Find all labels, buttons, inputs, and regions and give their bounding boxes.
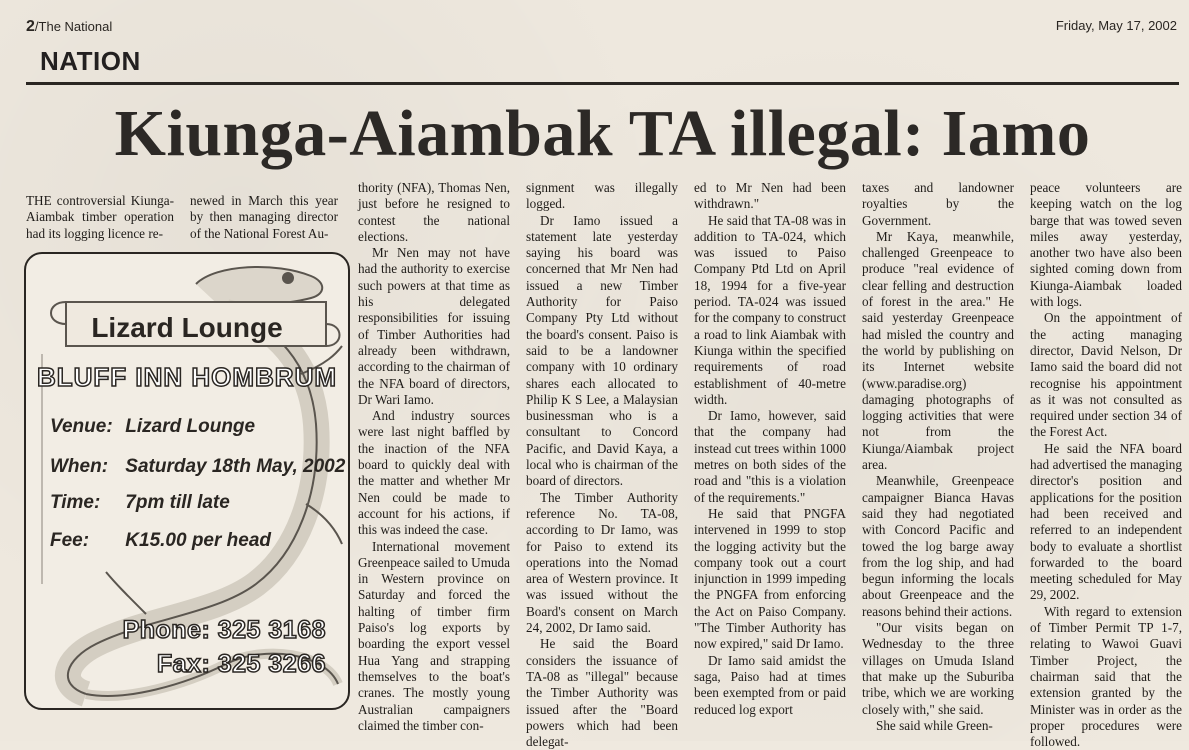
lead-paragraph-2: newed in March this year by then managing director of the National Forest Au- [190, 193, 338, 241]
ad-fee-row [50, 530, 271, 552]
paper-name: The National [38, 19, 113, 34]
headline: Kiunga-Aiambak TA illegal: Iamo [114, 97, 1091, 170]
ad-fax: Fax: 325 3266 [156, 650, 326, 678]
ad-time-row [50, 492, 230, 514]
col6-paragraph-4: "Our visits began on Wednesday to the three villages on Umuda Island that make up the Suburiba tribe, which we are working closely with," she said. [862, 620, 1014, 717]
ad-fee-label: Fee: [50, 530, 90, 551]
advertisement-box [24, 252, 350, 710]
ad-title: Lizard Lounge [91, 312, 283, 343]
lead-paragraph-1: THE controversial Kiunga-Aiambak timber operation had its logging licence re- [26, 193, 174, 241]
page-number: 2 [26, 18, 35, 35]
col4-paragraph-2: Dr Iamo issued a statement late yesterday saying his board was concerned that Mr Nen had issued a new Timber Authority for Paiso Company Pty Ltd without the board's consent. Paiso is said to be a landowner company with 10 ordinary shares each allocated to Philip K S Lee, a Malaysian businessman who is a consultant to Concord Pacific, and David Kaya, a local who is chairman of the board of directors. [526, 212, 678, 489]
col6-paragraph-3: Meanwhile, Greenpeace campaigner Bianca Havas said they had negotiated with Concord Pacific and towed the log barge away from the log ship, and had begun informing the locals about Greenpeace and the reasons behind their actions. [862, 473, 1014, 619]
ad-venue-row [50, 416, 255, 438]
section-rule [26, 82, 1179, 85]
article-column-7 [1030, 180, 1182, 750]
col5-paragraph-5: Dr Iamo said amidst the saga, Paiso had at times been exempted from or paid reduced log export [694, 652, 846, 717]
ad-time-value: 7pm till late [125, 492, 230, 513]
ad-venue-label: Venue: [50, 416, 113, 437]
col5-paragraph-4: He said that PNGFA intervened in 1999 to stop the logging activity but the company took out a court injunction in 1999 impeding the PNGFA from enforcing the Act on Paiso Company. "The Timber Authority has now expired," said Dr Iamo. [694, 505, 846, 652]
lead-column-2 [190, 180, 338, 255]
publication-date: Friday, May 17, 2002 [1055, 18, 1177, 33]
col7-paragraph-4: With regard to extension of Timber Permit TP 1-7, relating to Wawoi Guavi Timber Project, the chairman said that the extension granted by the Minister was in order as the proper procedures were followed. [1030, 603, 1182, 750]
article-column-3 [358, 180, 510, 736]
col5-paragraph-2: He said that TA-08 was in addition to TA-024, which was issued to Paiso Company Ptd Ltd on April 18, 1994 for a five-year period. TA-024 was issued for the company to construct a road to link Aiambak with Kiunga within the specified requirements of road establishment of 40-metre width. [694, 212, 846, 407]
ad-phone: Phone: 325 3168 [122, 616, 326, 644]
ad-when-label: When: [50, 456, 109, 477]
article-column-5 [694, 180, 846, 736]
col5-paragraph-3: Dr Iamo, however, said that the company had instead cut trees within 1000 metres on both sides of the road and "this is a violation of the requirements." [694, 408, 846, 505]
col4-paragraph-1: signment was illegally logged. [526, 180, 678, 212]
col7-paragraph-2: On the appointment of the acting managing director, David Nelson, Dr Iamo said the board did not recognise his appointment as it was not consulted as required under section 34 of the Forest Act. [1030, 310, 1182, 440]
article-column-4 [526, 180, 678, 750]
ad-subtitle: BLUFF INN HOMBRUM [36, 362, 338, 392]
ad-when-row [50, 456, 345, 478]
col3-paragraph-4: International movement Greenpeace sailed to Umuda in Western province on Saturday and forced the halting of timber firm Paiso's log exports by boarding the export vessel Hua Yang and strapping themselves to the boat's cranes. The mostly young Australian campaigners claimed the timber con- [358, 538, 510, 733]
col3-paragraph-1: thority (NFA), Thomas Nen, just before he resigned to contest the national elections. [358, 180, 510, 244]
col3-paragraph-3: And industry sources were last night baffled by the inaction of the NFA board to quickly deal with the matter and whether Mr Nen could be made to account for his actions, if this was indeed the case. [358, 408, 510, 538]
article-column-6 [862, 180, 1014, 736]
col7-paragraph-3: He said the NFA board had advertised the managing director's position and applications for the position had been received and referred to an independent body to evaluate a shortlist forwarded to the board meeting scheduled for May 29, 2002. [1030, 440, 1182, 603]
ad-fee-value: K15.00 per head [125, 530, 272, 551]
ad-when-value: Saturday 18th May, 2002 [125, 456, 346, 477]
lead-column-1 [26, 180, 174, 255]
col6-paragraph-2: Mr Kaya, meanwhile, challenged Greenpeace to produce "real evidence of clear felling and destruction of forest in the area." He said yesterday Greenpeace had misled the country and the world by publishing on its Internet website (www.paradise.org) damaging photographs of logging activities that were not from the Kiunga/Aiambak project area. [862, 228, 1014, 473]
col4-paragraph-3: The Timber Authority reference No. TA-08, according to Dr Iamo, was for Paiso to extend its operations into the Nomad area of Western province. It was issued without the Board's consent on March 24, 2002, Dr Iamo said. [526, 489, 678, 636]
col6-paragraph-5: She said while Green- [876, 717, 993, 733]
ad-venue-value: Lizard Lounge [125, 416, 256, 437]
col4-paragraph-4: He said the Board considers the issuance of TA-08 as "illegal" because the Timber Authority was issued after the "Board powers which had been delegat- [526, 636, 678, 750]
section-label: NATION [40, 46, 141, 76]
col3-paragraph-2: Mr Nen may not have had the authority to exercise such powers at that time as his delegated responsibilities for issuing of Timber Authorities had already been withdrawn, according to the chairman of the NFA board of directors, Dr Wari Iamo. [358, 245, 510, 407]
ad-time-label: Time: [50, 492, 101, 513]
page-folio: 2/The National [26, 18, 113, 35]
col6-paragraph-1: taxes and landowner royalties by the Government. [862, 180, 1014, 228]
col5-paragraph-1: ed to Mr Nen had been withdrawn." [694, 180, 846, 212]
col7-paragraph-1: peace volunteers are keeping watch on the log barge that was towed seven miles away yesterday, another two have also been sighted coming down from Kiunga-Aiambak loaded with logs. [1030, 180, 1182, 310]
